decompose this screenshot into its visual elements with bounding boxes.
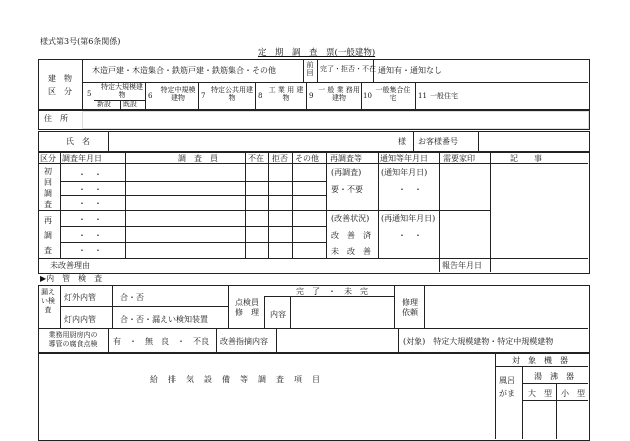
notice-options: 通知有・通知なし [378,66,442,75]
type-large-label: 特定大規模建物 [101,83,143,99]
header-notice-date: 通知等年月日 [380,154,428,163]
previous-status-options: 完了・拒否・不在 [320,65,376,73]
form-number: 様式第3号(第6条関係) [40,37,121,46]
renotice-date-value[interactable]: ・ ・ [398,231,422,240]
repair-request-label: 修理 依頼 [402,298,418,317]
inner-pipe-result[interactable]: 合・否・漏えい検知装置 [120,315,208,324]
header-absent: 不在 [248,154,264,163]
address-label: 住 所 [44,114,68,123]
form-title: 定 期 調 査 票(一般建物) [258,48,376,58]
improvement-status-label: (改善状況) [331,214,370,223]
kitchen-options[interactable]: 有 ・ 無 良 ・ 不良 [113,337,209,346]
unimproved-reason-label: 未改善理由 [50,261,90,270]
first-date-3[interactable]: ・ ・ [78,199,102,208]
recheck-label: (再調査) [331,168,362,177]
kitchen-corrosion-label: 業務用厨房内の 導管の腐食点検 [48,331,98,348]
type-business-label: 一 般 業 務用建物 [318,86,360,102]
resurvey-date-2[interactable]: ・ ・ [78,231,102,240]
name-label: 氏 名 [66,137,90,146]
header-inspector: 調 査 員 [178,154,218,163]
building-class-label: 建 物 区 分 [48,74,72,96]
type-medium-label: 特定中規模建物 [160,86,196,102]
first-date-2[interactable]: ・ ・ [78,185,102,194]
first-survey-label: 初回調査 [44,167,52,209]
type-industrial-label: 工 業 用 建 物 [268,86,304,102]
content-label: 内容 [270,310,286,319]
header-refused: 拒否 [272,154,288,163]
sama-label: 様 [398,137,406,146]
type-public-label: 特定公共用建物 [211,86,253,102]
unimproved-option[interactable]: 未 改 善 [331,247,371,256]
large-type-label: 大 型 [528,389,552,398]
leak-test-label: 漏えい検査 [41,288,55,314]
resurvey-date-1[interactable]: ・ ・ [78,215,102,224]
outer-pipe-label: 灯外内管 [64,293,96,302]
previous-label: 前回 [306,61,314,77]
header-date: 調査年月日 [62,154,102,163]
renotice-date-label: (再通知年月日) [381,214,436,223]
notice-date-value[interactable]: ・ ・ [398,185,422,194]
inspector-repair-label: 点検員 修 理 [235,298,259,317]
first-date-1[interactable]: ・ ・ [78,170,102,179]
need-options[interactable]: 要・不要 [331,185,363,194]
target-buildings-label: (対象) 特定大規模建物・特定中規模建物 [403,337,554,346]
small-type-label: 小 型 [561,389,585,398]
improved-option[interactable]: 改 善 済 [331,231,371,240]
header-recheck: 再調査等 [330,154,362,163]
improvement-content-label: 改善指摘内容 [220,337,268,346]
type-apartment-label: 一般集合住 宅 [375,86,418,102]
header-category: 区分 [40,154,56,163]
bath-boiler-label: 風呂 がま [499,376,515,398]
report-date-label: 報告年月日 [442,261,482,270]
internal-pipe-inspection-title: ▶内 管 検 査 [40,274,103,283]
header-remarks: 記 事 [510,154,542,163]
resurvey-date-3[interactable]: ・ ・ [78,246,102,255]
building-structure-options: 木造戸建・木造集合・鉄筋戸建・鉄筋集合・その他 [92,66,276,75]
type-house-label: 一般住宅 [430,92,458,100]
notice-date-label: (通知年月日) [381,168,428,177]
water-heater-label: 湯 沸 器 [534,372,574,381]
completion-options[interactable]: 完 了 ・ 未 完 [296,287,368,296]
header-other: その他 [295,154,319,163]
address-field[interactable] [82,111,589,129]
name-row [38,131,590,153]
resurvey-label: 再調査 [44,216,52,255]
customer-number-label: お客様番号 [418,137,458,146]
exhaust-survey-title: 給 排 気 設 備 等 調 査 項 目 [150,375,321,384]
outer-pipe-result[interactable]: 合・否 [120,293,144,302]
new-option: 新設 [97,100,111,108]
target-equipment-label: 対 象 機 器 [512,356,568,365]
survey-table [38,151,590,274]
inner-pipe-label: 灯内内管 [64,315,96,324]
existing-option: 既設 [123,100,137,108]
header-customer-seal: 需要家印 [443,154,475,163]
